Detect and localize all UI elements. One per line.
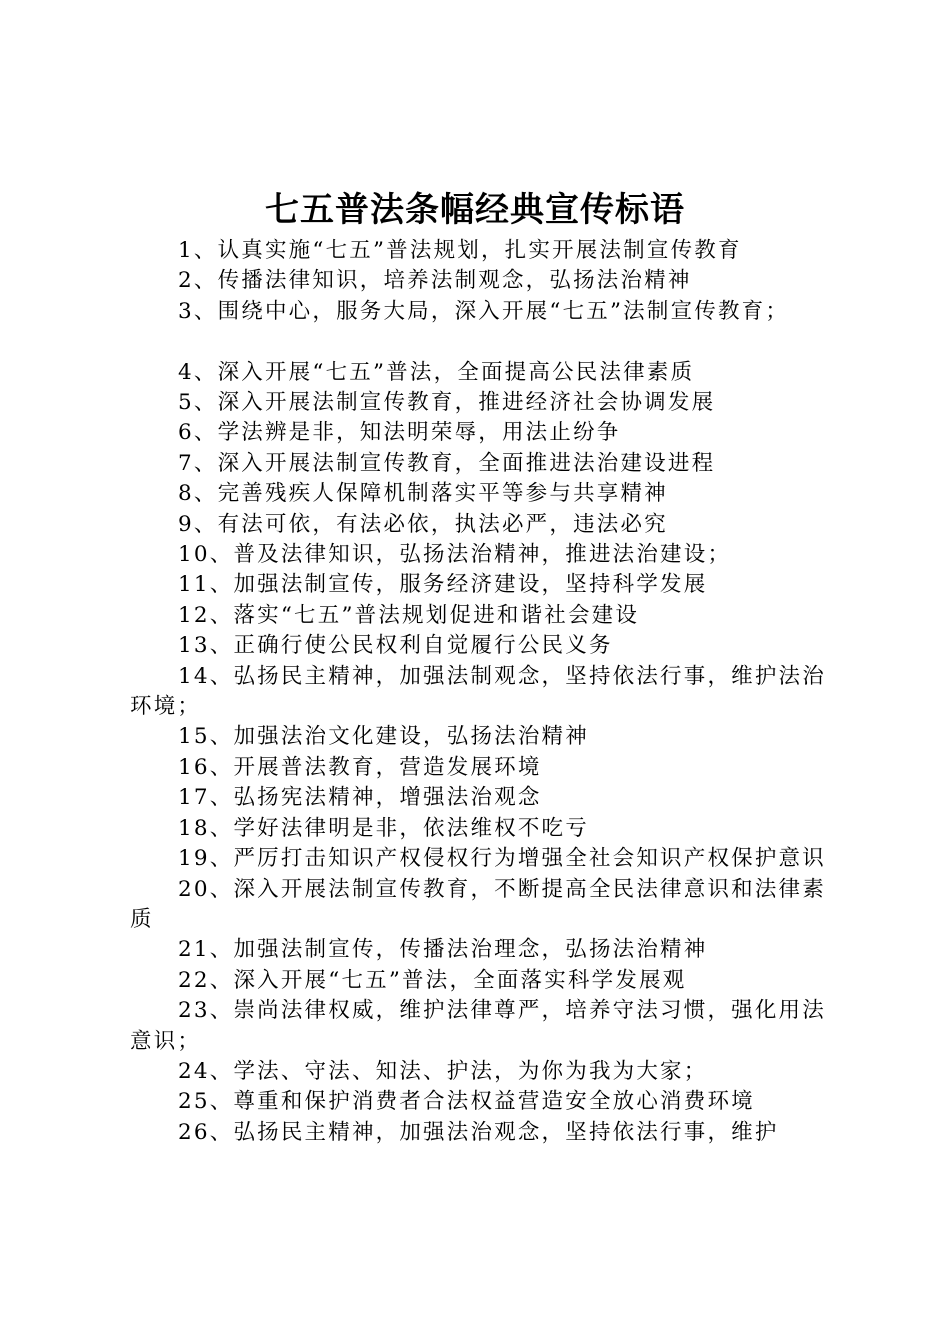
list-item: 23、崇尚法律权威，维护法律尊严，培养守法习惯，强化用法意识； xyxy=(130,998,826,1054)
list-item: 19、严厉打击知识产权侵权行为增强全社会知识产权保护意识 xyxy=(178,846,826,872)
list-item: 22、深入开展“七五”普法，全面落实科学发展观 xyxy=(178,967,687,993)
slogan-list xyxy=(130,236,840,1148)
list-item: 9、有法可依，有法必依，执法必严，违法必究 xyxy=(178,511,668,537)
list-item: 4、深入开展“七五”普法，全面提高公民法律素质 xyxy=(178,359,695,385)
list-item: 17、弘扬宪法精神，增强法治观念 xyxy=(178,785,542,811)
list-item: 15、加强法治文化建设，弘扬法治精神 xyxy=(178,724,589,750)
list-item: 13、正确行使公民权利自觉履行公民义务 xyxy=(178,633,613,659)
list-item: 25、尊重和保护消费者合法权益营造安全放心消费环境 xyxy=(178,1089,755,1115)
list-item: 16、开展普法教育，营造发展环境 xyxy=(178,754,542,780)
list-item: 11、加强法制宣传，服务经济建设，坚持科学发展 xyxy=(178,572,708,598)
list-item: 6、学法辨是非，知法明荣辱，用法止纷争 xyxy=(178,420,621,446)
list-item: 8、完善残疾人保障机制落实平等参与共享精神 xyxy=(178,481,668,507)
list-item: 5、深入开展法制宣传教育，推进经济社会协调发展 xyxy=(178,390,716,416)
list-item: 20、深入开展法制宣传教育，不断提高全民法律意识和法律素质 xyxy=(130,876,826,932)
list-item: 14、弘扬民主精神，加强法制观念，坚持依法行事，维护法治环境； xyxy=(130,663,826,720)
list-item: 2、传播法律知识，培养法制观念，弘扬法治精神 xyxy=(178,268,692,294)
list-item: 18、学好法律明是非，依法维权不吃亏 xyxy=(178,815,589,841)
list-item: 24、学法、守法、知法、护法，为你为我为大家； xyxy=(178,1058,708,1084)
list-item: 21、加强法制宣传，传播法治理念，弘扬法治精神 xyxy=(178,937,708,963)
list-item: 26、弘扬民主精神，加强法治观念，坚持依法行事，维护 xyxy=(178,1119,779,1145)
list-item: 12、落实“七五”普法规划促进和谐社会建设 xyxy=(178,602,640,628)
document-title: 七五普法条幅经典宣传标语 xyxy=(265,190,685,230)
list-item: 7、深入开展法制宣传教育，全面推进法治建设进程 xyxy=(178,450,716,476)
list-item: 10、普及法律知识，弘扬法治精神，推进法治建设； xyxy=(178,542,732,568)
list-item: 1、认真实施“七五”普法规划，扎实开展法制宣传教育 xyxy=(178,238,742,263)
list-item: 3、围绕中心，服务大局，深入开展“七五”法制宣传教育； xyxy=(178,298,790,324)
